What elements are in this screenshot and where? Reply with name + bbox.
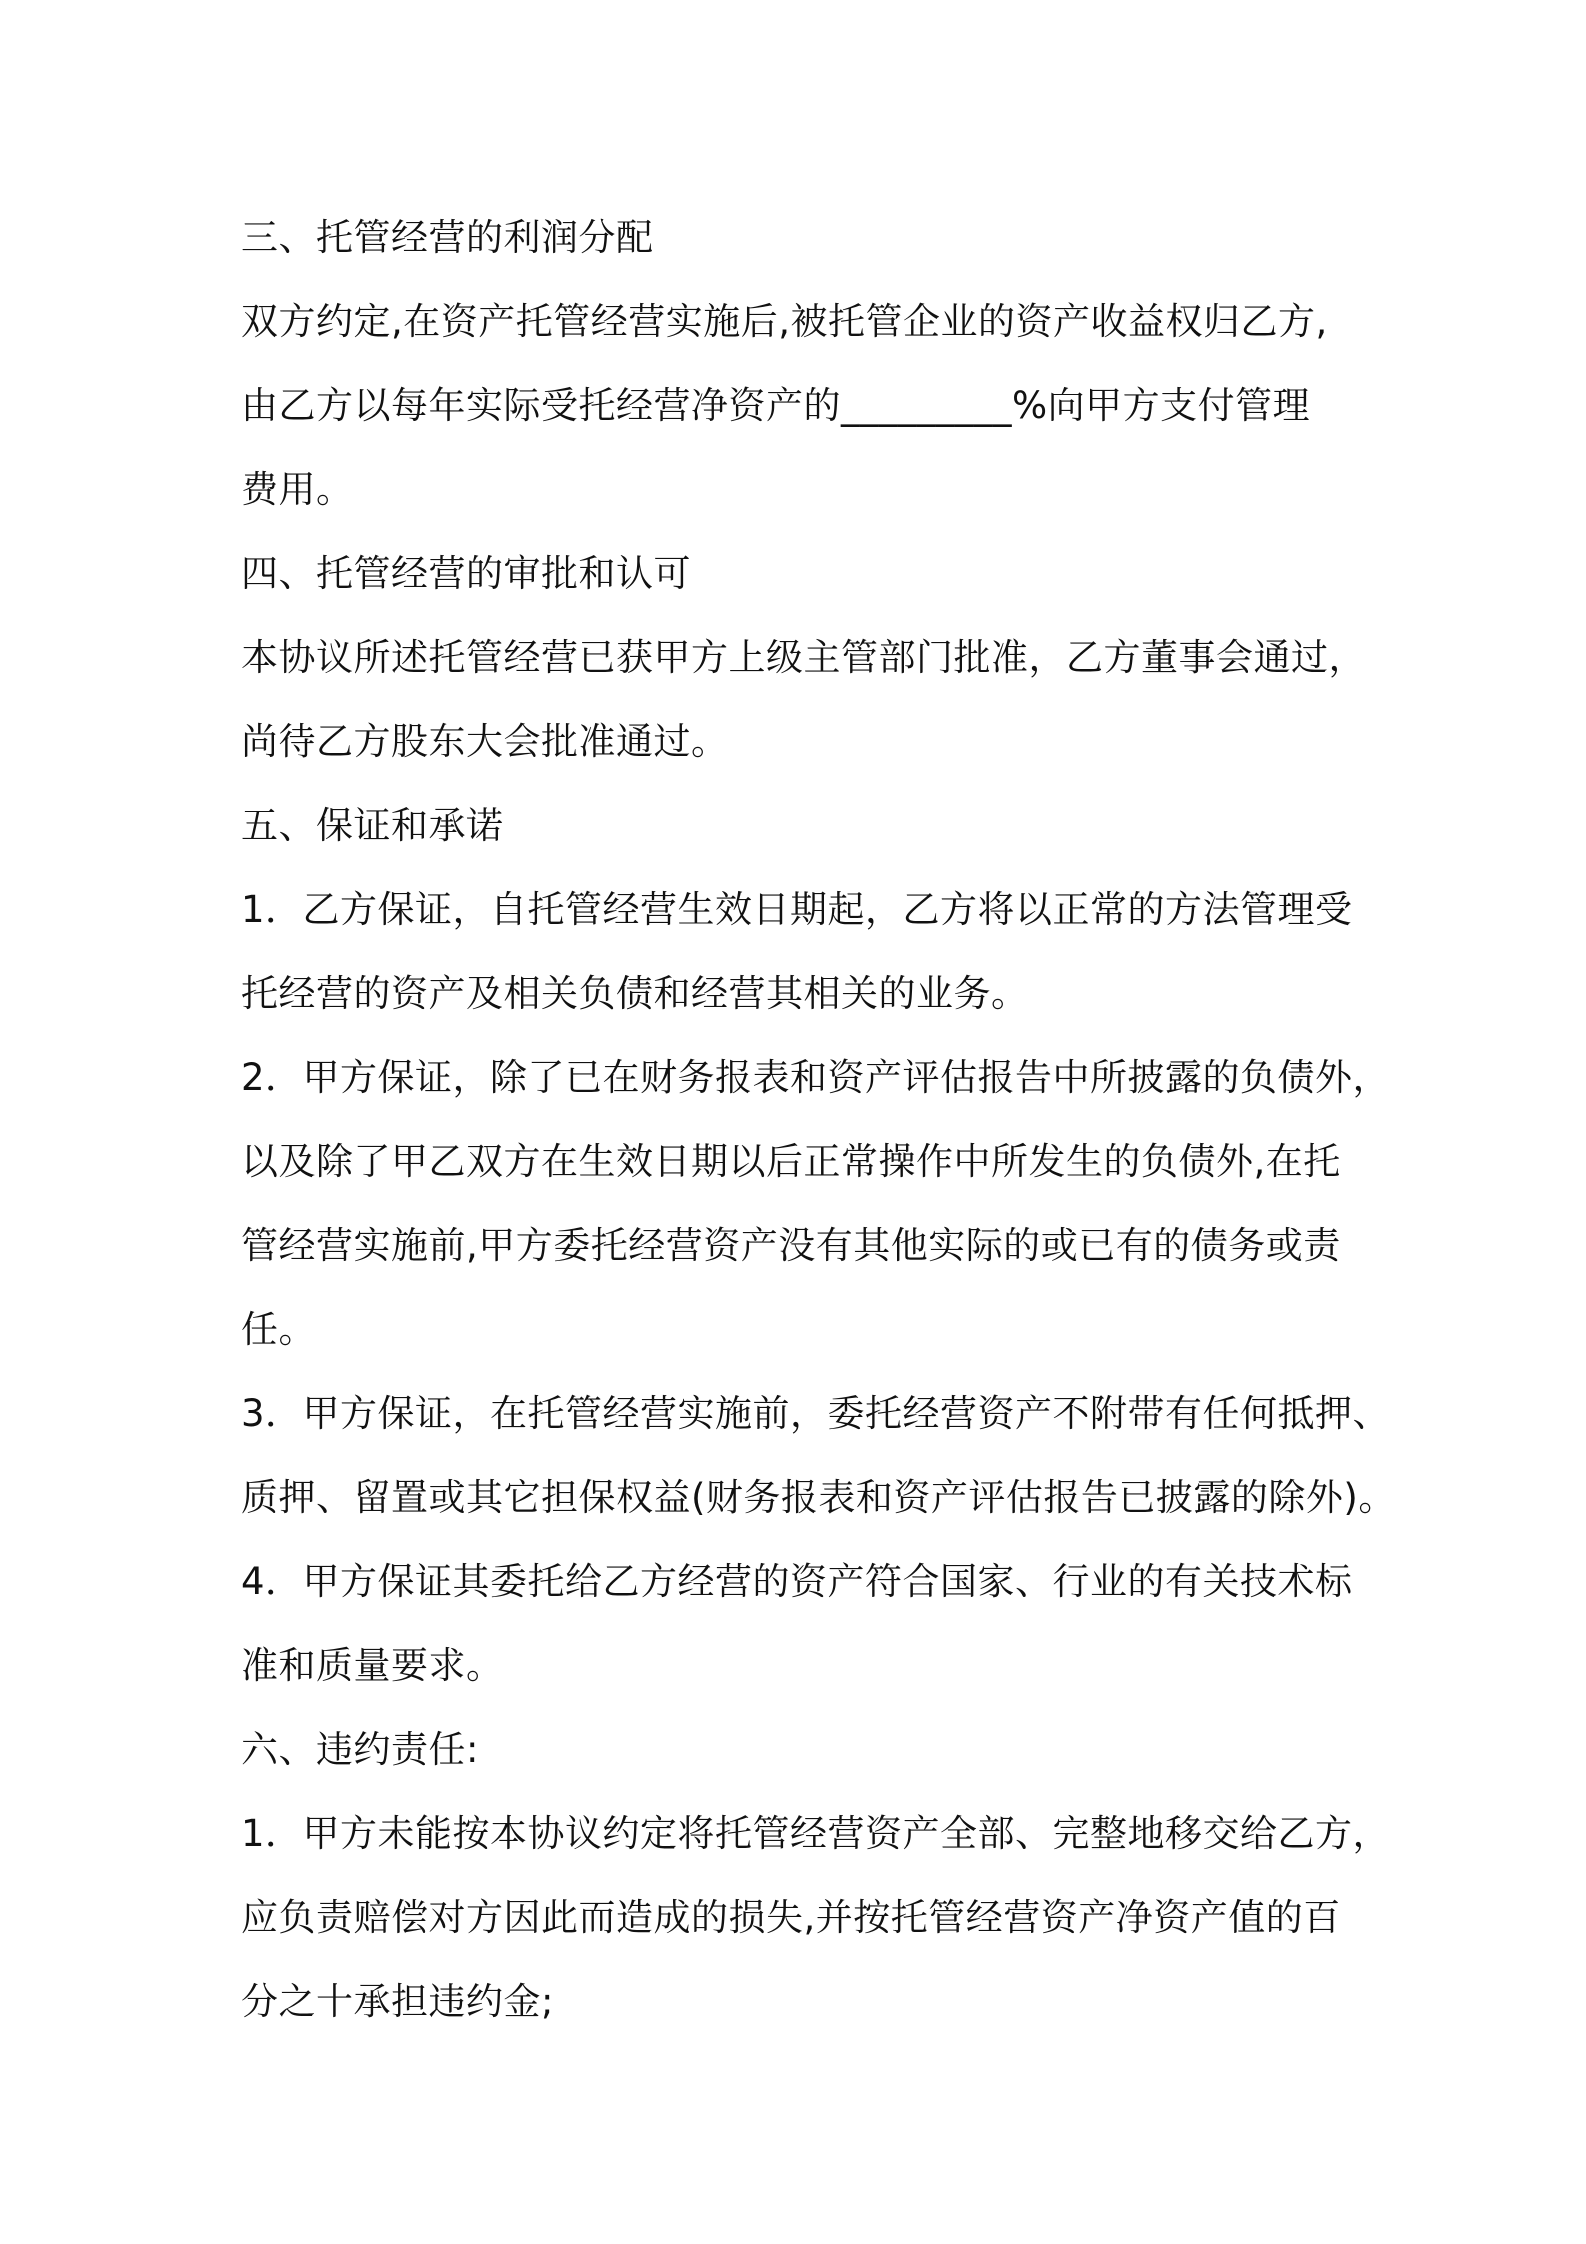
section-heading-profit-distribution: 三、托管经营的利润分配 <box>241 216 654 259</box>
section-heading-breach-liability: 六、违约责任: <box>241 1728 479 1771</box>
paragraph-line: 由乙方以每年实际受托经营净资产的_________%向甲方支付管理 <box>241 384 1311 427</box>
paragraph-line: 应负责赔偿对方因此而造成的损失,并按托管经营资产净资产值的百 <box>241 1896 1341 1939</box>
paragraph-line: 3．甲方保证，在托管经营实施前，委托经营资产不附带有任何抵押、 <box>241 1392 1391 1435</box>
paragraph-line: 托经营的资产及相关负债和经营其相关的业务。 <box>241 972 1029 1015</box>
paragraph-line: 质押、留置或其它担保权益(财务报表和资产评估报告已披露的除外)。 <box>241 1476 1396 1519</box>
paragraph-line: 4．甲方保证其委托给乙方经营的资产符合国家、行业的有关技术标 <box>241 1560 1353 1603</box>
paragraph-line: 双方约定,在资产托管经营实施后,被托管企业的资产收益权归乙方, <box>241 300 1328 343</box>
paragraph-line: 2．甲方保证，除了已在财务报表和资产评估报告中所披露的负债外， <box>241 1056 1391 1099</box>
section-heading-guarantees: 五、保证和承诺 <box>241 804 504 847</box>
paragraph-line: 分之十承担违约金; <box>241 1980 554 2023</box>
paragraph-line: 本协议所述托管经营已获甲方上级主管部门批准，乙方董事会通过， <box>241 636 1366 679</box>
paragraph-line: 费用。 <box>241 468 354 511</box>
paragraph-line: 尚待乙方股东大会批准通过。 <box>241 720 729 763</box>
document-body <box>241 196 1396 2044</box>
paragraph-line: 管经营实施前,甲方委托经营资产没有其他实际的或已有的债务或责 <box>241 1224 1341 1267</box>
section-heading-approval: 四、托管经营的审批和认可 <box>241 552 691 595</box>
paragraph-line: 1．乙方保证，自托管经营生效日期起，乙方将以正常的方法管理受 <box>241 888 1353 931</box>
paragraph-line: 以及除了甲乙双方在生效日期以后正常操作中所发生的负债外,在托 <box>241 1140 1341 1183</box>
paragraph-line: 1．甲方未能按本协议约定将托管经营资产全部、完整地移交给乙方， <box>241 1812 1391 1855</box>
paragraph-line: 准和质量要求。 <box>241 1644 504 1687</box>
paragraph-line: 任。 <box>241 1308 316 1351</box>
